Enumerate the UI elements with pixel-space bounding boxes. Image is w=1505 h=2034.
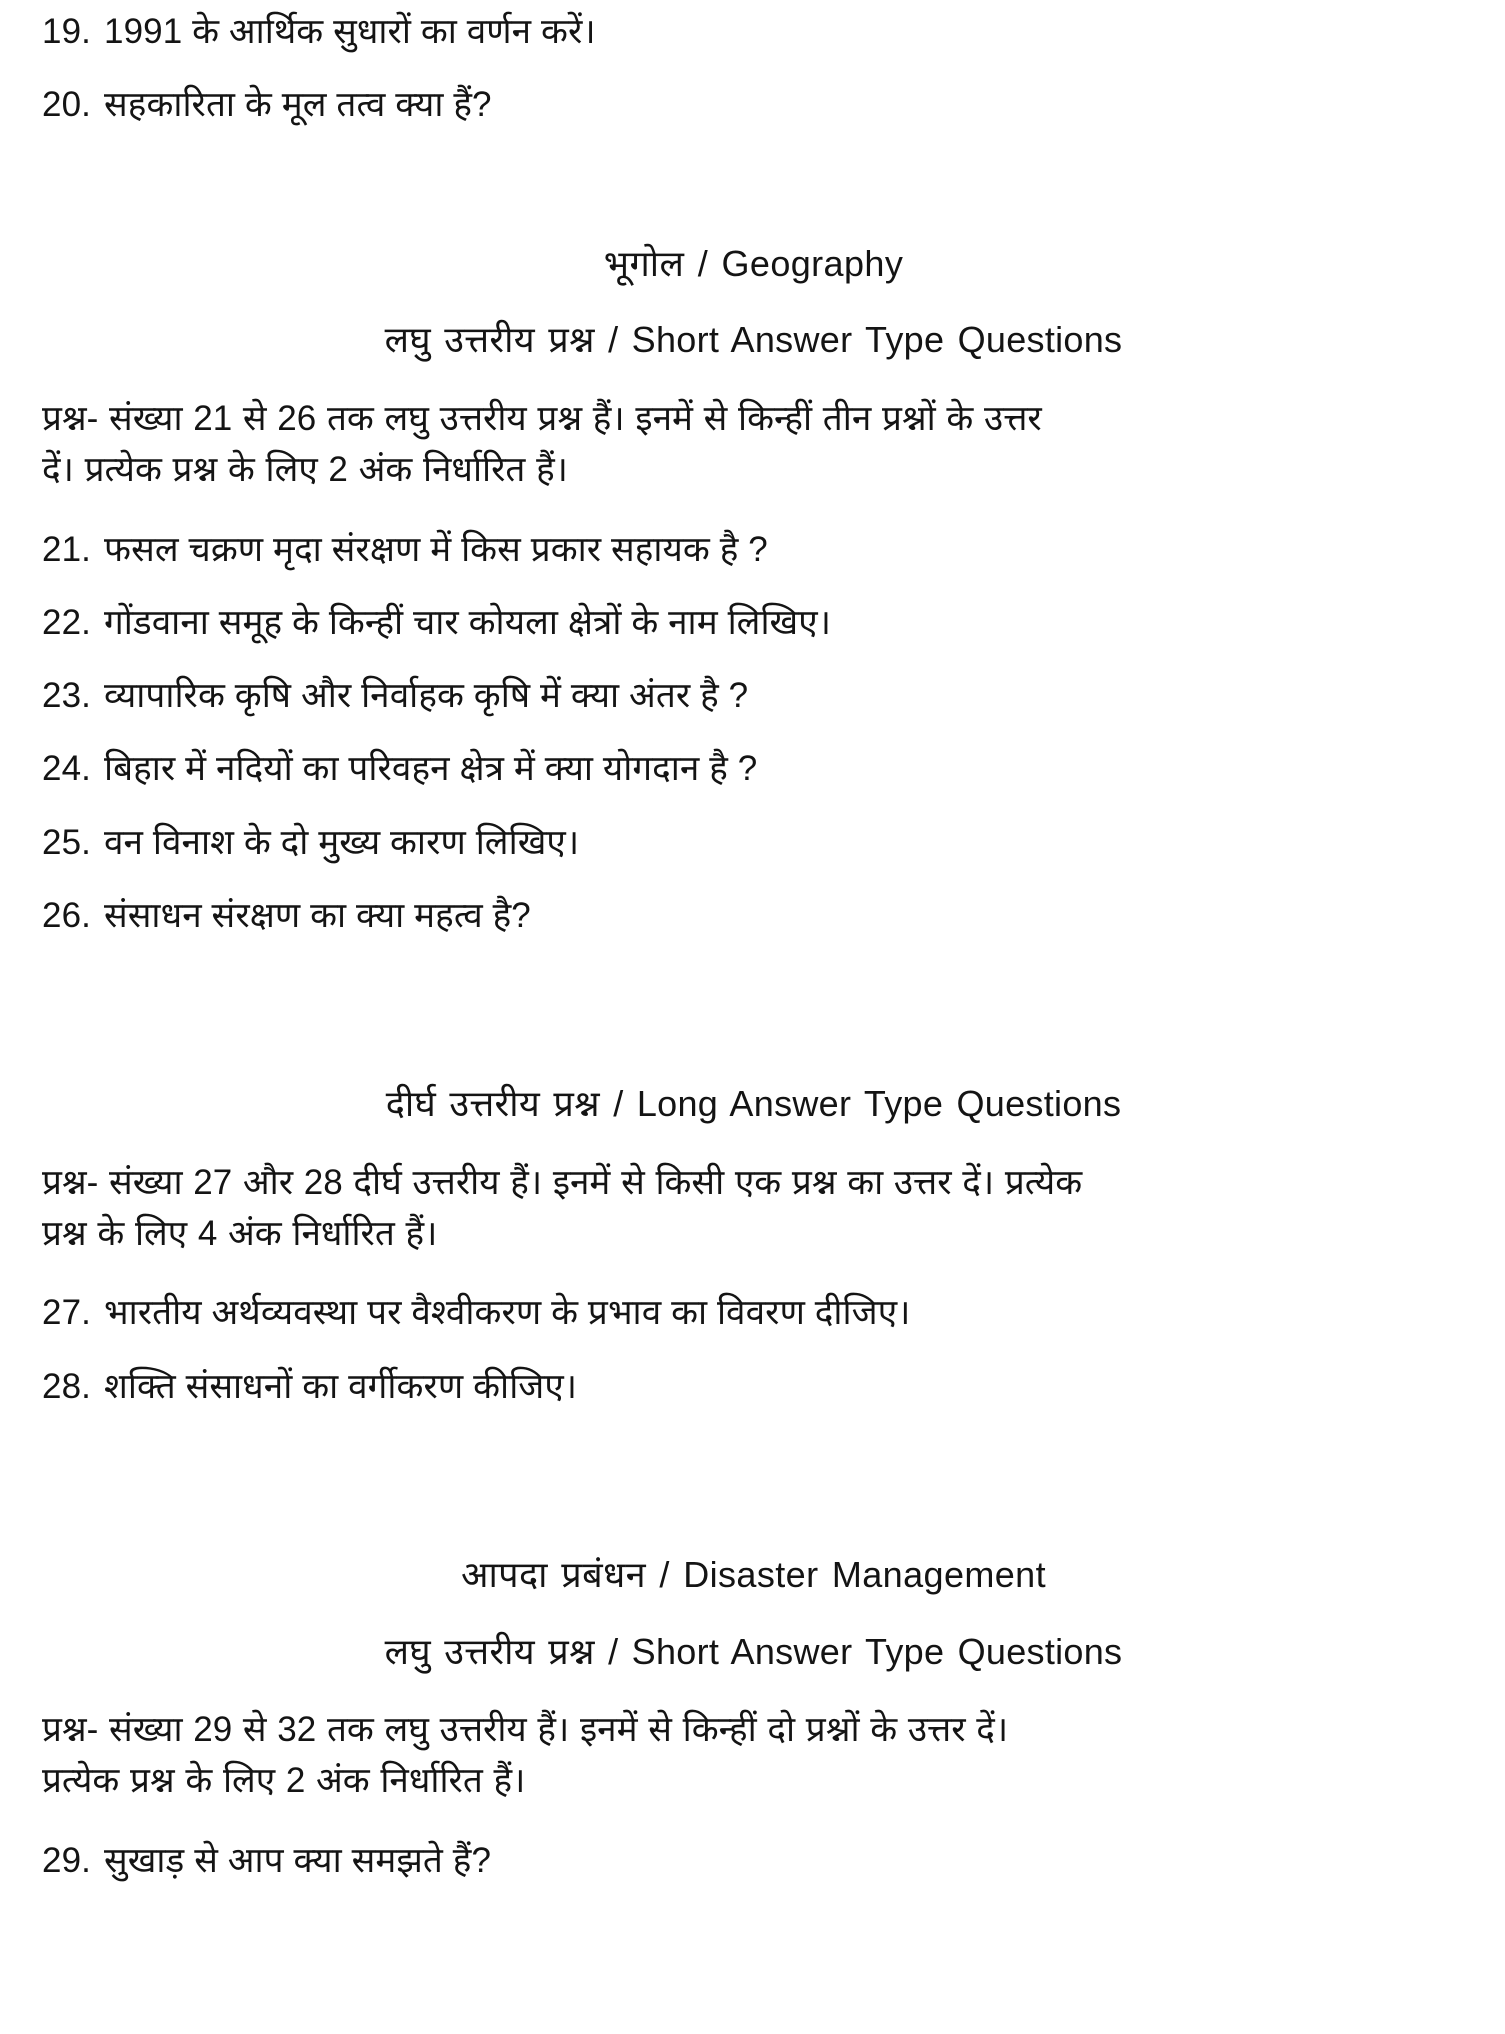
question-number: 27. [42,1293,91,1333]
section-title-geography: भूगोल / Geography [603,242,904,284]
question-item [42,599,1465,646]
question-text: वन विनाश के दो मुख्य कारण लिखिए। [104,822,580,862]
spacer [42,1128,1465,1158]
question-text: 1991 के आर्थिक सुधारों का वर्णन करें। [104,12,596,51]
question-text: सुखाड़ से आप क्या समझते हैं? [104,1840,492,1880]
instruction-line: प्रश्न के लिए 4 अंक निर्धारित हैं। [42,1213,438,1253]
spacer [42,155,1465,241]
question-item [42,672,1465,719]
instruction-line: दें। प्रत्येक प्रश्न के लिए 2 अंक निर्धारित हैं। [42,449,568,489]
question-number: 29. [42,1840,91,1880]
question-item [42,8,1465,55]
question-item [42,892,1465,939]
question-text: भारतीय अर्थव्यवस्था पर वैश्वीकरण के प्रभाव का विवरण दीजिए। [104,1293,911,1333]
question-text: संसाधन संरक्षण का क्या महत्व है? [104,895,531,935]
question-text: फसल चक्रण मृदा संरक्षण में किस प्रकार सहायक है ? [104,529,768,569]
question-number: 19. [42,12,91,51]
subsection-heading-long-answer: दीर्घ उत्तरीय प्रश्न / Long Answer Type Questions [385,1083,1122,1125]
question-item [42,819,1465,866]
question-number: 24. [42,749,91,789]
question-number: 21. [42,529,91,569]
instruction-line: प्रश्न- संख्या 29 से 32 तक लघु उत्तरीय हैं। इनमें से किन्हीं दो प्रश्नों के उत्तर दें। [42,1710,1009,1750]
question-item [42,81,1465,128]
question-item [42,1289,1465,1336]
question-number: 28. [42,1366,91,1406]
spacer [42,1259,1465,1289]
question-text: सहकारिता के मूल तत्व क्या हैं? [104,85,492,125]
spacer [42,1675,1465,1705]
question-text: गोंडवाना समूह के किन्हीं चार कोयला क्षेत्रों के नाम लिखिए। [104,602,832,642]
question-number: 26. [42,895,91,935]
question-text: व्यापारिक कृषि और निर्वाहक कृषि में क्या अंतर है ? [104,676,749,716]
subsection-heading-short-answer: लघु उत्तरीय प्रश्न / Short Answer Type Questions [384,1630,1123,1672]
question-number: 25. [42,822,91,862]
spacer [42,1807,1465,1837]
question-item [42,526,1465,573]
spacer [42,1599,1465,1629]
spacer [42,1436,1465,1552]
instruction-line: प्रत्येक प्रश्न के लिए 2 अंक निर्धारित हैं। [42,1761,526,1801]
question-text: शक्ति संसाधनों का वर्गीकरण कीजिए। [104,1366,578,1406]
instruction-line: प्रश्न- संख्या 21 से 26 तक लघु उत्तरीय प्रश्न हैं। इनमें से किन्हीं तीन प्रश्नों के उत्तर [42,399,1042,439]
question-number: 22. [42,602,91,642]
question-number: 20. [42,85,91,125]
spacer [42,287,1465,317]
question-number: 23. [42,676,91,716]
subsection-heading-short-answer: लघु उत्तरीय प्रश्न / Short Answer Type Questions [384,319,1123,361]
question-text: बिहार में नदियों का परिवहन क्षेत्र में क्या योगदान है ? [104,749,758,789]
spacer [42,364,1465,394]
spacer [42,965,1465,1081]
section-title-disaster-management: आपदा प्रबंधन / Disaster Management [460,1553,1046,1595]
question-item [42,745,1465,792]
question-item [42,1363,1465,1410]
spacer [42,496,1465,526]
instruction-line: प्रश्न- संख्या 27 और 28 दीर्घ उत्तरीय हैं। इनमें से किसी एक प्रश्न का उत्तर दें। प्रत्येक [42,1162,1083,1202]
question-item [42,1837,1465,1884]
